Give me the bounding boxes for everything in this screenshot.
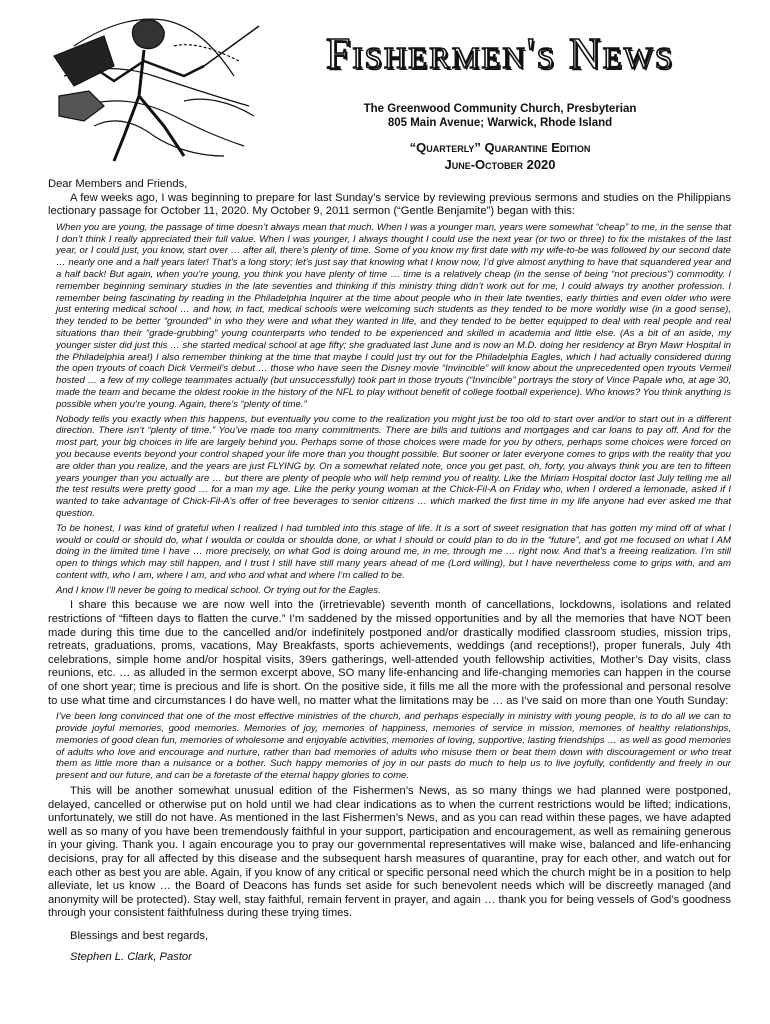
edition-dates: June-October 2020 [444,157,556,172]
sermon-excerpt-1: When you are young, the passage of time doesn’t always mean that much. When I was a younger man, years were somewhat “cheap” to me, in the sense that I don’t think I really appreciated their full value. When I was younger, I always thought I could use the next year (or two or three) to fix the mistakes of the last year, or I could just, you know, start over … after all, there’s plenty of time. Some of you know my first date with my wife-to-be was followed by our second date … nearly one and a half years later! That’s a long story; let’s just say that knowing what I know now, I’d give almost anything to have that squandered year and a half back! But again, when you’re young, you think you have plenty of time … time is a relatively cheap (in the sense of being “not precious”) commodity. I remember beginning seminary studies in the late seventies and thinking if this ministry thing didn’t work out for me, I could always try another profession. I remember being fascinating by reading in the Philadelphia Inquirer at the time about people who in their late twenties, early thirties and even older who were just entering medical school … and how, in fact, medical schools were welcoming such students as they tended to be more worldly wise (in a good sense), they tended to be better “grounded” in who they were and what they wanted in life, and they tended to be better equipped to deal with real people and real situations than their “grade-grubbing” young counterparts who tended to be experienced and skilled in academia and little else. (As a bit of an aside, my younger sister did just this … she started medical school at age fifty; she graduated last June and is now an M.D. doing her residency at Bryn Mawr Hospital in the Philadelphia area!) I also remember thinking at the time that maybe I could just try out for the Philadelphia Eagles, which I had actually considered during the open tryouts of coach Dick Vermeil’s debut … those who have seen the Disney movie “Invincible” will know about the unprecedented open tryouts Vermeil hosted … a few of my college teammates actually (but unsuccessfully) took part in those tryouts (“Invincible” portrays the story of Vince Papale who, at age 30, made the team and became the oldest rookie in the history of the NFL to play without benefit of college football experience). Who knows? You think anything is possible when you’re young. Again, there’s “plenty of time.” [56,221,731,410]
fisherman-illustration [44,6,264,166]
paragraph-2: I share this because we are now well into the (irretrievable) seventh month of cancellations, lockdowns, isolations and related restrictions of “fifteen days to flatten the curve.” I’m saddened by the missed opportunities and by all the memories that have NOT been made during this time due to the cancelled and/or indefinitely postponed and/or drastically modified classroom studies, mission trips, retreats, graduations, proms, vacations, May Breakfasts, sports achievements, weddings (and receptions!), proper funerals, July 4th celebrations, simple home and/or hospital visits, 39ers gatherings, well-attended youth fellowship activities, Mother’s Day visits, class reunions, etc. … as alluded in the sermon excerpt above, SO many life-enhancing and life-changing memories can happen in the course of one short year; time is precious and life is short. On the positive side, it fills me all the more with the professional and personal resolve to use what time and circumstances I do have well, no matter what the limitations may be … as I’ve said on more than one Youth Sunday: [48,599,731,707]
newsletter-title: Fishermen's News [325,29,675,78]
youth-sunday-quote: I’ve been long convinced that one of the most effective ministries of the church, and perhaps especially in ministry with young people, is to do all we can to provide joyful memories, good memories. Memories of joy, memories of happiness, memories of service in mission, memories of healthy relationships, memories of good clean fun, memories of wholesome and enjoyable activities, memories of loving, supportive, lasting friendships … as well as good memories of adults who love and encourage and nurture, rather than bad memories of adults who misuse them or beat them down with discouragement or who treat them as little more than a nuisance or a bother. Such happy memories of joy in our pasts do much to help us to live joyfully, confidently and freely in our present and our future, and can be a foretaste of the eternal happy glories to come. [56,711,731,782]
closing: Blessings and best regards, [70,929,209,942]
letter-body [48,178,731,963]
church-address: 805 Main Avenue; Warwick, Rhode Island [387,117,613,129]
greeting: Dear Members and Friends, [48,178,188,190]
intro-paragraph: A few weeks ago, I was beginning to prepare for last Sunday’s service by reviewing previous sermons and studies on the Philippians lectionary passage for October 11, 2020. My October 9, 2011 sermon (“Gentle Benjamite”) began with this: [48,191,731,218]
sermon-excerpt-4: And I know I’ll never be going to medical school. Or trying out for the Eagles. [56,584,381,596]
edition-label: “Quarterly” Quarantine Edition [409,140,591,155]
signature: Stephen L. Clark, Pastor [70,950,192,963]
masthead [270,28,730,173]
paragraph-3: This will be another somewhat unusual edition of the Fishermen’s News, as so many things we had planned were postponed, delayed, cancelled or otherwise put on hold until we had clear indications as to when the current restrictions would be lifted; indications, unfortunately, we still do not have. As mentioned in the last Fishermen’s News, and as you can read within these pages, we have adapted well as so many of you have been tremendously faithful in your support, participation and encouragement, as well as remaining generous in your giving. Thank you. I again encourage you to pray our governmental representatives will make wise, balanced and life-enhancing decisions, pray for all affected by this disease and the subsequent harsh measures of quarantine, pray for each other, and watch out for each other as best you are able. Again, if you know of any critical or specific personal need which the church might be in a position to help alleviate, let us know … the Board of Deacons has funds set aside for such benevolent needs which will be discreetly managed (and anonymity will be protected). Stay well, stay faithful, remain fervent in prayer, and again … thank you for being vessels of God’s goodness through your consistent faithfulness during these trying times. [48,785,731,920]
sermon-excerpt-2: Nobody tells you exactly when this happens, but eventually you come to the realization you might just be too old to start over and/or to start out in a different direction. There isn’t “plenty of time.” You’ve made too many commitments. There are bills and tuitions and mortgages and car loans to pay off. And for the most part, your big choices in life are largely behind you. Perhaps some of those choices were made for you by others, perhaps some choices were forced on you because events beyond your control shaped your life more than you thought possible. But sooner or later everyone comes to grips with the reality that you are older than you realize, and the years are just FLYING by. On a somewhat related note, once you get past, oh, forty, you always think you are ten to fifteen years younger than you actually are … but there are plenty of people who will help remind you of reality. Like the Miriam Hospital doctor last July telling me all the test results were pretty good … for a man my age. Like the perky young woman at the Chick-Fil-A on Friday who, when I ordered a lemonade, asked if I wanted to take advantage of Chick-Fil-A’s offer of free beverages to senior citizens … which marked the first time in my life anyone had ever asked me that question. [56,413,731,519]
sermon-excerpt-3: To be honest, I was kind of grateful when I realized I had tumbled into this stage of life. It is a sort of sweet resignation that has gotten my mind off of what I would or could or should do, what I woulda or coulda or shoulda done, or what I should or could plan to do in the “future”, and got me focused on what I AM doing in the limited time I have … more precisely, on what God is doing around me, in me, through me … right now. And that’s a freeing realization. I’m still open to things which may still happen, and I trust I still have still many years ahead of me (Lord willing), but I have nevertheless come to grips with, and am content with, who I am, where I am, and who and what and where I’m called to be. [56,522,731,581]
church-name: The Greenwood Community Church, Presbyterian [363,103,637,115]
